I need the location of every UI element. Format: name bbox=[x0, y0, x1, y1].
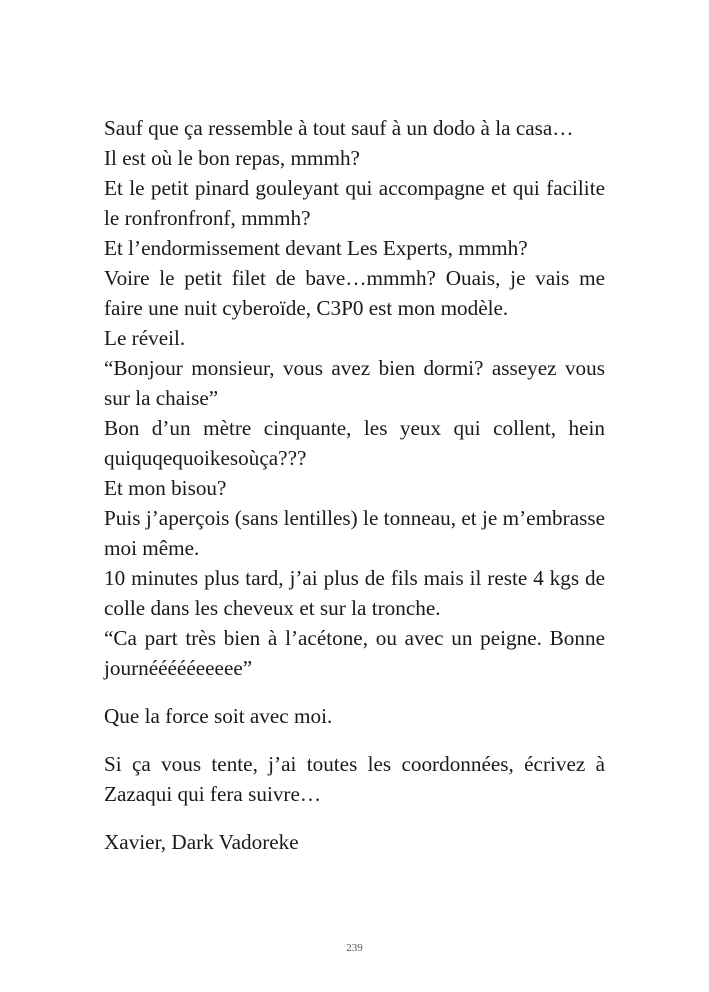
paragraph-2: Il est où le bon repas, mmmh? bbox=[104, 146, 360, 170]
paragraph-7: “Bonjour monsieur, vous avez bien dormi? asseyez vous sur la chaise” bbox=[104, 356, 605, 410]
closing-line: Que la force soit avec moi. bbox=[104, 704, 333, 728]
paragraph-6: Le réveil. bbox=[104, 326, 186, 350]
paragraph-10: Puis j’aperçois (sans lentilles) le tonneau, et je m’embrasse moi même. bbox=[104, 506, 605, 560]
paragraph-12: “Ca part très bien à l’acétone, ou avec un peigne. Bonne journéééééeeeee” bbox=[104, 626, 605, 680]
paragraph-4: Et l’endormissement devant Les Experts, mmmh? bbox=[104, 236, 528, 260]
paragraph-9: Et mon bisou? bbox=[104, 476, 227, 500]
page-number: 239 bbox=[346, 942, 363, 954]
paragraph-3: Et le petit pinard gouleyant qui accompagne et qui facilite le ronfronfronf, mmmh? bbox=[104, 176, 605, 230]
paragraph-1: Sauf que ça ressemble à tout sauf à un dodo à la casa… bbox=[104, 116, 574, 140]
signature: Xavier, Dark Vadoreke bbox=[104, 830, 299, 854]
paragraph-5: Voire le petit filet de bave…mmmh? Ouais, je vais me faire une nuit cyberoïde, C3P0 est mon modèle. bbox=[104, 266, 605, 320]
paragraph-11: 10 minutes plus tard, j’ai plus de fils mais il reste 4 kgs de colle dans les cheveux et sur la tronche. bbox=[104, 566, 605, 620]
contact-note: Si ça vous tente, j’ai toutes les coordonnées, écrivez à Zazaqui qui fera suivre… bbox=[104, 752, 605, 806]
page-text bbox=[104, 113, 605, 857]
paragraph-8: Bon d’un mètre cinquante, les yeux qui collent, hein quiquqequoikesoùça??? bbox=[104, 416, 605, 470]
